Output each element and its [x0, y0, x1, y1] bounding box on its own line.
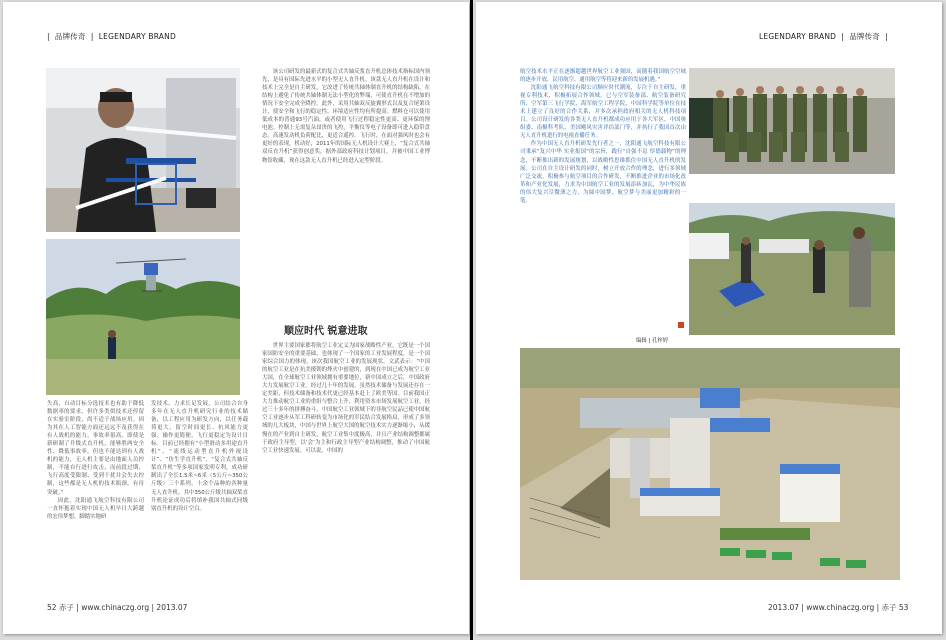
- editor-credit: [636, 336, 668, 344]
- paragraph: 该公司研发的最新式的复合式共轴反浆直升机总体技术指标国内领先，是具有国际先进水平的小型无人直升机。该款无人直升机在设计和技术上完全是自主研发，它改进了传统共轴体制直升机的结构缺陷，在结构上避免了传统共轴体制无法小型化的弊端，可使直升机在不增加的情况下安全完成全降控。此外，采用共轴双反旋翼形式以及复合尾架设计，使安全和飞行的稳定性、环境适应性均有所提高。燃料仓可以使用低成本的普通93号汽油，或者使用飞行过程稳定性更高、更环保的锂电池。控制上无需复杂昂贵的飞控，平衡仪等电子设备即可进入稳带盘态。高速发动机负荷配比，更适合遥控。飞行时，在面对强风时也会有更好的表现，机动好，2011年的国际无人机设计大赛上，“复合式共轴双反直升机”获得创意奖，据外部政府科技计划项目，并被中国工业博物馆收藏，现在这款无人直升机已经进入定型阶段。: [262, 69, 430, 164]
- photo-aerial-factory: [520, 348, 900, 580]
- left-header: | 品牌传奇 | LEGENDARY BRAND: [47, 32, 176, 41]
- photo-helicopter-in-field: [46, 239, 240, 395]
- right-header-brand: LEGENDARY BRAND: [759, 32, 837, 41]
- left-header-section: 品牌传奇: [54, 32, 86, 41]
- section-title: 顺应时代 锐意进取: [284, 326, 368, 337]
- right-footer: 2013.07 | www.chinaczg.org | 赤子 53: [768, 603, 909, 612]
- photo-group-soldiers: [689, 68, 895, 174]
- right-col-1-text: [520, 68, 686, 336]
- left-col-1-text: [47, 400, 144, 596]
- left-page: [3, 2, 469, 634]
- editor-credit-text: 编辑 | 孔梓婷: [636, 338, 669, 344]
- photo-field-demonstration: [689, 203, 895, 335]
- left-col-3b-text: [262, 342, 430, 598]
- paragraph: 沈阳通飞航空科技有限公司顺应时代潮流，专注于自主研发，重视专利技术，积极拓展合作领域，已与空军装备部、航空装备研究所、空军第三飞行学院、海军航空工程学院、中国科学院等单位在技术上建立了良好的合作关系，并多次承担政府相关的无人机科技项目。公司设计研发的各类无人直升机都成功应用于各大军区、中国奥组委、南极科考队、美国飓风灾害评估部门等，并执行了我国首次由无人直升机进行的电视直播任务。: [520, 85, 686, 140]
- left-col-2-text: [151, 400, 248, 596]
- right-page: [476, 2, 942, 634]
- left-col-3-text: [262, 68, 430, 304]
- photo-engineer-with-model: [46, 68, 240, 232]
- square-end-mark-icon: [678, 322, 684, 328]
- left-header-brand: LEGENDARY BRAND: [98, 32, 176, 41]
- paragraph: 失高，自动目标分选技术也有助于降低数据率的要求，但许多类似技术还停留在实验室阶段，尚不适于战场应用。因为其在人工智能方面还远远不及获得在有人战机的能力，事故率很高，即使是新研制了升级式直升机，能够胜两安全性、降低事故率，但也不能达到有人战机的能力，无人机主要是由地面人员控制，不能自行进行攻击，而前段过期、飞行高度受限制、受到干扰并会失去控制，这些都是无人机的技术瓶颈，有待突破。”: [47, 401, 144, 496]
- paragraph: 航空技术水平正在逐渐超越世界航空工业强国，而随着我国航空空域的逐步开放，民用航空、通用航空等将迎来新的发展机遇。”: [520, 69, 686, 84]
- paragraph: 世界主要国家都将航空工业定义为国家战略性产业，它既是一个国家国防安全的重要基础，也体现了一个国家的工业发展程度，是一个国家综合国力的体现。该次我国航空工业的发展现状。文武表示：“中国的航空工业是在抗美援朝的烽火中创建的，到现在中国已成为航空工业大国，在全球航空工业领域拥有重要地位，新中国成立之后，中国政府大力发展航空工业。经过几十年的发展，虽然技术储备与发展还存在一定差距，但技术储备和技术代更已经基本赶上了欧美等国。目前我国正大力推动航空工业的重组与整合上升，利用资本市场发展航空工业，经过三十多年的拼搏奋斗，中国航空工业领域下的非航空民品已使中国航空工业逐步从军工科研转变为市场化的军民结合发展格局，形成了多领域的几大板块，中国与世界上航空大国的航空技术实力逐渐缩小，从缓慢在的产业到自主研发，航空工业集中度极高，并且产业结构调整都属于政府主导型，以‘会’为主和行政主导型产业结构调整，推动了中国航空工业快速发展。可以说，中国的: [262, 343, 430, 454]
- paragraph: 因此，沈阳通飞航空科技有限公司一直怀抱着实现中国无人机早日大跨越的宏伟梦想，脚踏实地研: [47, 497, 144, 520]
- paragraph: 发技术、力求长足发展，公司结合自身多年在无人直升机研究行业的技术储备，以工程应用为研发方向，以任务载荷更大、留空时间更长、抗风能力更强、操作更简便、飞行更稳定为设计目标。目前已经拥有“小型滑动多用途直升机”、“流线运动型直升机外视设计”、“仿生学直升机”、“复合式共轴反桨直升机”等多项国家发明专利，成功研制出了全长1.5米~6米（5公斤~350公斤级）三个系列，十余个品种的各种量无人直升机，其中350公斤级共轴双桨直升机论证成功后将填补我国共轴式同级别直升机的设计空白。: [151, 401, 248, 512]
- page-gutter: [470, 0, 473, 640]
- right-header-section: 品牌传奇: [849, 32, 881, 41]
- right-header: LEGENDARY BRAND | 品牌传奇 |: [759, 32, 888, 41]
- left-footer: 52 赤子 | www.chinaczg.org | 2013.07: [47, 603, 188, 612]
- paragraph: 作为中国无人直升机研发先行者之一，沈阳通飞航空科技有限公司秉承“复兴中华 实业报国”的宗旨，践行“自强不息 厚德载物”的理念，不断推出新的发展规划，以战略性思维抓住中国无人直升机的发展。公司在自主设计研发的同时，树立开放合作的理念，进行多领域广泛交流，积极参与航空项目的合作研发，不断推进企业的市场化改革和产业化发展，力求为中国航空工业的发展添砖加瓦，为中华民族的伟大复兴尽微薄之力，为圆中国梦、航空梦与美丽更加精彩的一笔。: [520, 141, 686, 204]
